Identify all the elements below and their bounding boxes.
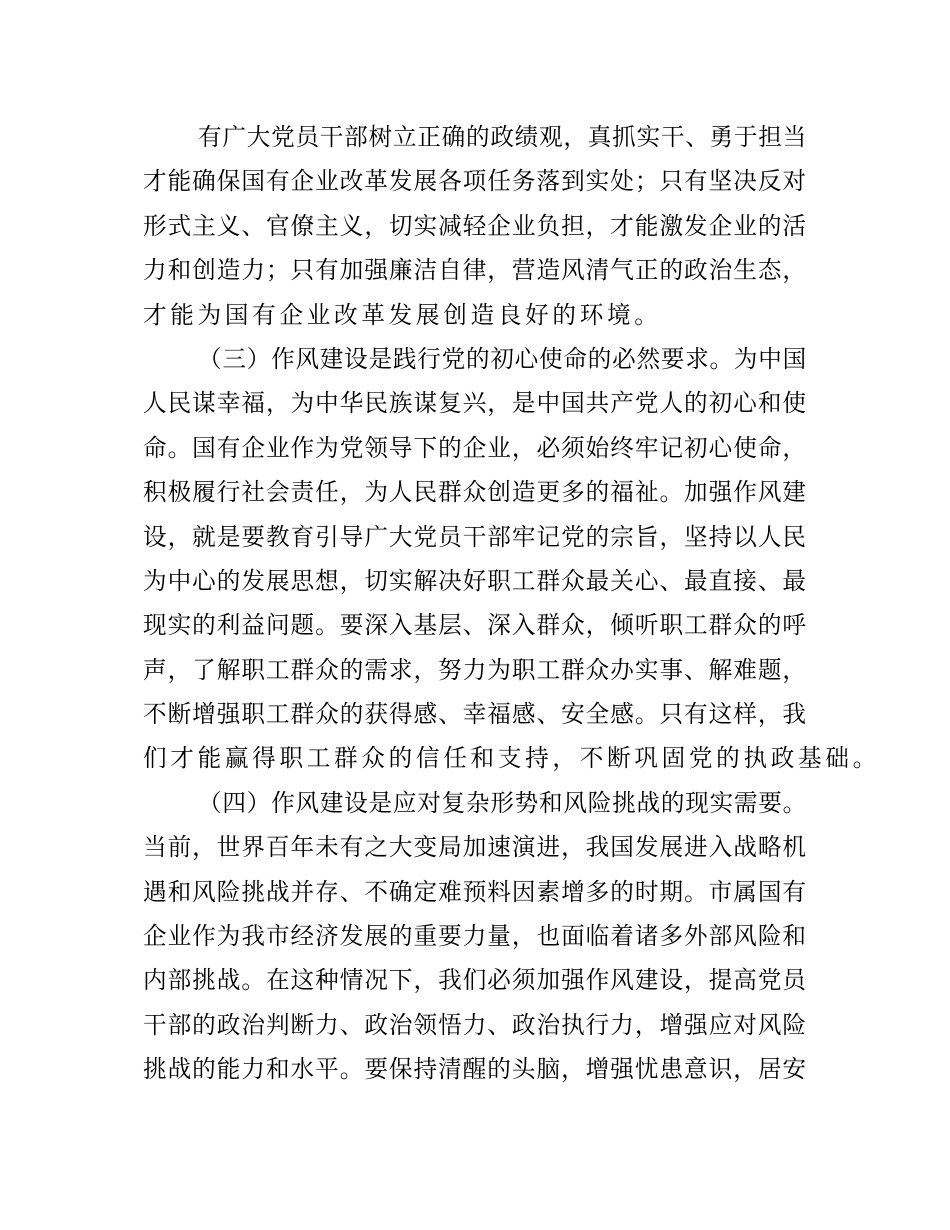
- text-line: 形式主义、官僚主义，切实减轻企业负担，才能激发企业的活: [143, 211, 807, 240]
- paragraph-section-three: [143, 337, 880, 781]
- paragraph-continuation: [143, 115, 807, 337]
- text-line: 干部的政治判断力、政治领悟力、政治执行力，增强应对风险: [143, 1010, 807, 1039]
- text-line: 当前，世界百年未有之大变局加速演进，我国发展进入战略机: [143, 833, 807, 862]
- section-heading-line: （四）作风建设是应对复杂形势和风险挑战的现实需要。: [198, 788, 807, 817]
- text-line: 命。国有企业作为党领导下的企业，必须始终牢记初心使命，: [143, 433, 807, 462]
- text-line: 遇和风险挑战并存、不确定难预料因素增多的时期。市属国有: [143, 877, 807, 906]
- text-line: 力和创造力；只有加强廉洁自律，营造风清气正的政治生态，: [143, 256, 807, 285]
- text-line: 才能确保国有企业改革发展各项任务落到实处；只有坚决反对: [143, 167, 807, 196]
- text-line: 现实的利益问题。要深入基层、深入群众，倾听职工群众的呼: [143, 611, 807, 640]
- text-line: 们才能赢得职工群众的信任和支持，不断巩固党的执政基础。: [143, 744, 880, 773]
- document-body: [143, 115, 880, 1092]
- text-line: 积极履行社会责任，为人民群众创造更多的福祉。加强作风建: [143, 478, 807, 507]
- text-line: 才能为国有企业改革发展创造良好的环境。: [143, 300, 662, 329]
- text-line: 内部挑战。在这种情况下，我们必须加强作风建设，提高党员: [143, 966, 807, 995]
- text-line: 声，了解职工群众的需求，努力为职工群众办实事、解难题，: [143, 655, 807, 684]
- text-line: 企业作为我市经济发展的重要力量，也面临着诸多外部风险和: [143, 922, 807, 951]
- text-line: 为中心的发展思想，切实解决好职工群众最关心、最直接、最: [143, 566, 807, 595]
- text-line: 人民谋幸福，为中华民族谋复兴，是中国共产党人的初心和使: [143, 389, 807, 418]
- section-heading-line: （三）作风建设是践行党的初心使命的必然要求。为中国: [198, 344, 807, 373]
- text-line: 有广大党员干部树立正确的政绩观，真抓实干、勇于担当: [198, 123, 807, 151]
- text-line: 不断增强职工群众的获得感、幸福感、安全感。只有这样，我: [143, 700, 807, 729]
- text-line: 设，就是要教育引导广大党员干部牢记党的宗旨，坚持以人民: [143, 522, 807, 551]
- text-line: 挑战的能力和水平。要保持清醒的头脑，增强忧患意识，居安: [143, 1055, 807, 1084]
- paragraph-section-four: [143, 781, 807, 1092]
